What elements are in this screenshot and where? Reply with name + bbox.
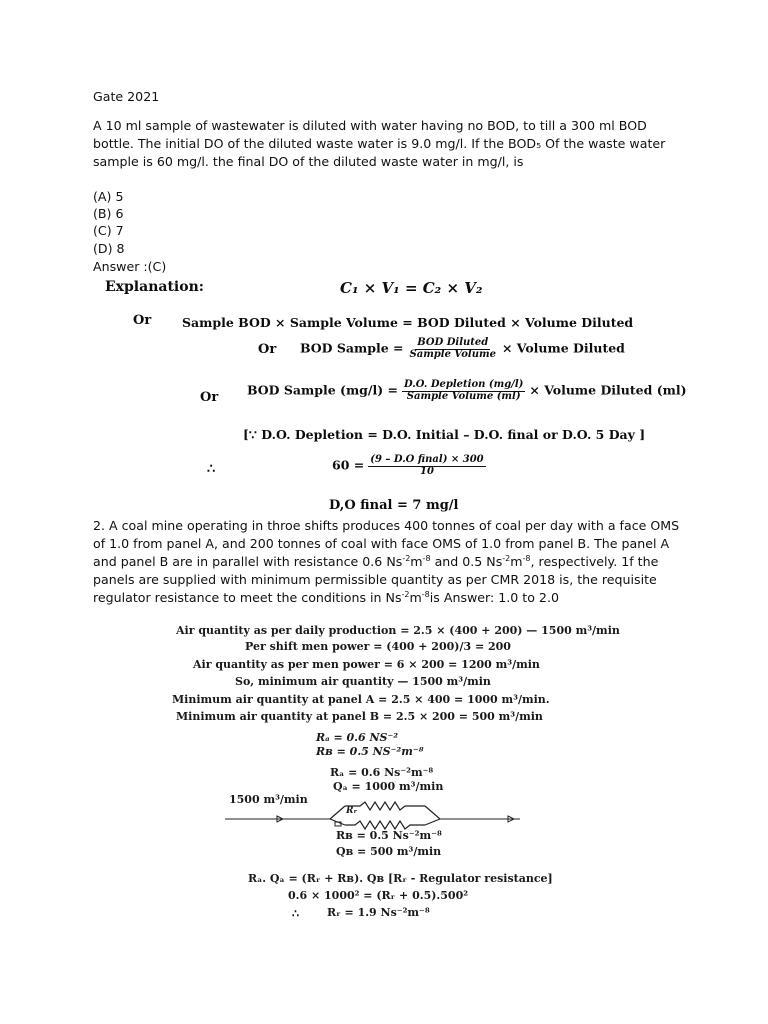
question-2-text: [93, 517, 683, 607]
superscript: -2: [401, 589, 410, 599]
explanation-line-5: [∵ D.O. Depletion = D.O. Initial – D.O. final or D.O. 5 Day ]: [243, 427, 646, 442]
therefore-symbol: ∴: [292, 907, 299, 920]
branch-line: [330, 806, 345, 819]
solution-line: Rₐ = 0.6 Ns⁻²m⁻⁸: [330, 766, 434, 779]
question-1-text: A 10 ml sample of wastewater is diluted with water having no BOD, to till a 300 ml BOD bottle. The initial DO of the diluted waste water is 9.0 mg/l. If the BOD₅ Of the waste water sample is 60 mg/l. the final DO of the diluted waste water in mg/l, is: [93, 118, 666, 169]
solution-line: Rₐ = 0.6 NS⁻²: [316, 731, 399, 744]
line-4-fraction: [402, 380, 525, 402]
option-c: (C) 7: [93, 223, 124, 238]
explanation-line-6: [332, 455, 490, 477]
line-6-numerator: (9 – D.O final) × 300: [370, 454, 484, 465]
q2-text-part: m: [510, 554, 523, 569]
solution-line: Rʙ = 0.5 NS⁻²m⁻⁸: [316, 745, 424, 758]
solution-line: Qₐ = 1000 m³/min: [333, 780, 444, 793]
line-4-lhs: BOD Sample (mg/l) =: [247, 382, 398, 398]
explanation-heading: Explanation:: [105, 279, 204, 295]
line-6-fraction: [368, 455, 485, 477]
explanation-line-4: [247, 380, 687, 402]
explanation-formula-1: C₁ × V₁ = C₂ × V₂: [340, 279, 483, 297]
line-4-denominator: Sample Volume (ml): [406, 390, 521, 402]
solution-line: Minimum air quantity at panel B = 2.5 × 200 = 500 m³/min: [176, 710, 543, 723]
line-3-lhs: BOD Sample =: [300, 340, 404, 356]
branch-line: [425, 806, 440, 819]
solution-line: Air quantity as per daily production = 2.5 × (400 + 200) — 1500 m³/min: [176, 624, 620, 637]
q2-text-part: , respectively. 1f the panels are supplied with minimum permissible quantity as per CMR 2018 is, the requisite regulator resistance to meet the conditions in Ns: [93, 554, 659, 605]
superscript: -8: [422, 553, 431, 563]
solution-line: Air quantity as per men power = 6 × 200 = 1200 m³/min: [193, 658, 540, 671]
superscript: -8: [421, 589, 430, 599]
regulator-label: Rᵣ: [346, 806, 358, 816]
solution-line: Rᵣ = 1.9 Ns⁻²m⁻⁸: [327, 906, 430, 919]
explanation-result: D,O final = 7 mg/l: [329, 498, 459, 513]
branch-line: [425, 819, 440, 825]
solution-line: Minimum air quantity at panel A = 2.5 × 400 = 1000 m³/min.: [172, 693, 550, 706]
or-label: Or: [258, 342, 277, 357]
superscript: -2: [402, 553, 411, 563]
solution-line: 0.6 × 1000² = (Rᵣ + 0.5).500²: [288, 889, 469, 902]
resistor-b-icon: [345, 821, 425, 829]
option-d: (D) 8: [93, 241, 125, 256]
q2-text-part: and 0.5 Ns: [430, 554, 503, 569]
option-a: (A) 5: [93, 189, 124, 204]
therefore-symbol: ∴: [207, 462, 216, 477]
line-3-rhs: × Volume Diluted: [501, 340, 625, 356]
solution-line: Qʙ = 500 m³/min: [336, 845, 442, 858]
q2-text-part: 2. A coal mine operating in throe shifts produces 400 tonnes of coal per day with a face OMS of 1.0 from panel A, and 200 tonnes of coal with face OMS of 1.0 from panel B. The panel A and panel B are in parallel with resistance 0.6 Ns: [93, 518, 680, 569]
q2-text-part: is Answer: 1.0 to 2.0: [429, 590, 559, 605]
q2-text-part: m: [409, 590, 422, 605]
or-label: Or: [133, 313, 152, 328]
or-label: Or: [200, 390, 219, 405]
flow-label: 1500 m³/min: [229, 793, 308, 806]
parallel-circuit-diagram: [225, 797, 525, 832]
superscript: -2: [502, 553, 511, 563]
explanation-line-2: Sample BOD × Sample Volume = BOD Diluted × Volume Diluted: [182, 315, 634, 330]
line-3-denominator: Sample Volume: [409, 348, 496, 360]
line-4-rhs: × Volume Diluted (ml): [529, 382, 687, 398]
solution-line: Per shift men power = (400 + 200)/3 = 200: [245, 640, 511, 653]
solution-line: Rʙ = 0.5 Ns⁻²m⁻⁸: [336, 829, 442, 842]
line-4-numerator: D.O. Depletion (mg/l): [403, 379, 524, 390]
solution-line: So, minimum air quantity — 1500 m³/min: [235, 675, 491, 688]
line-6-lhs: 60 =: [332, 457, 365, 473]
line-6-denominator: 10: [419, 465, 434, 477]
option-b: (B) 6: [93, 206, 124, 221]
line-3-fraction: [408, 338, 498, 360]
answer-1: Answer :(C): [93, 259, 167, 274]
q2-text-part: m: [410, 554, 423, 569]
resistor-a-icon: [345, 802, 425, 810]
line-3-numerator: BOD Diluted: [417, 337, 489, 348]
doc-title: Gate 2021: [93, 89, 160, 104]
explanation-line-3: [300, 338, 625, 360]
superscript: -8: [522, 553, 531, 563]
solution-line: Rₐ. Qₐ = (Rᵣ + Rʙ). Qʙ [Rᵣ - Regulator resistance]: [248, 872, 553, 885]
